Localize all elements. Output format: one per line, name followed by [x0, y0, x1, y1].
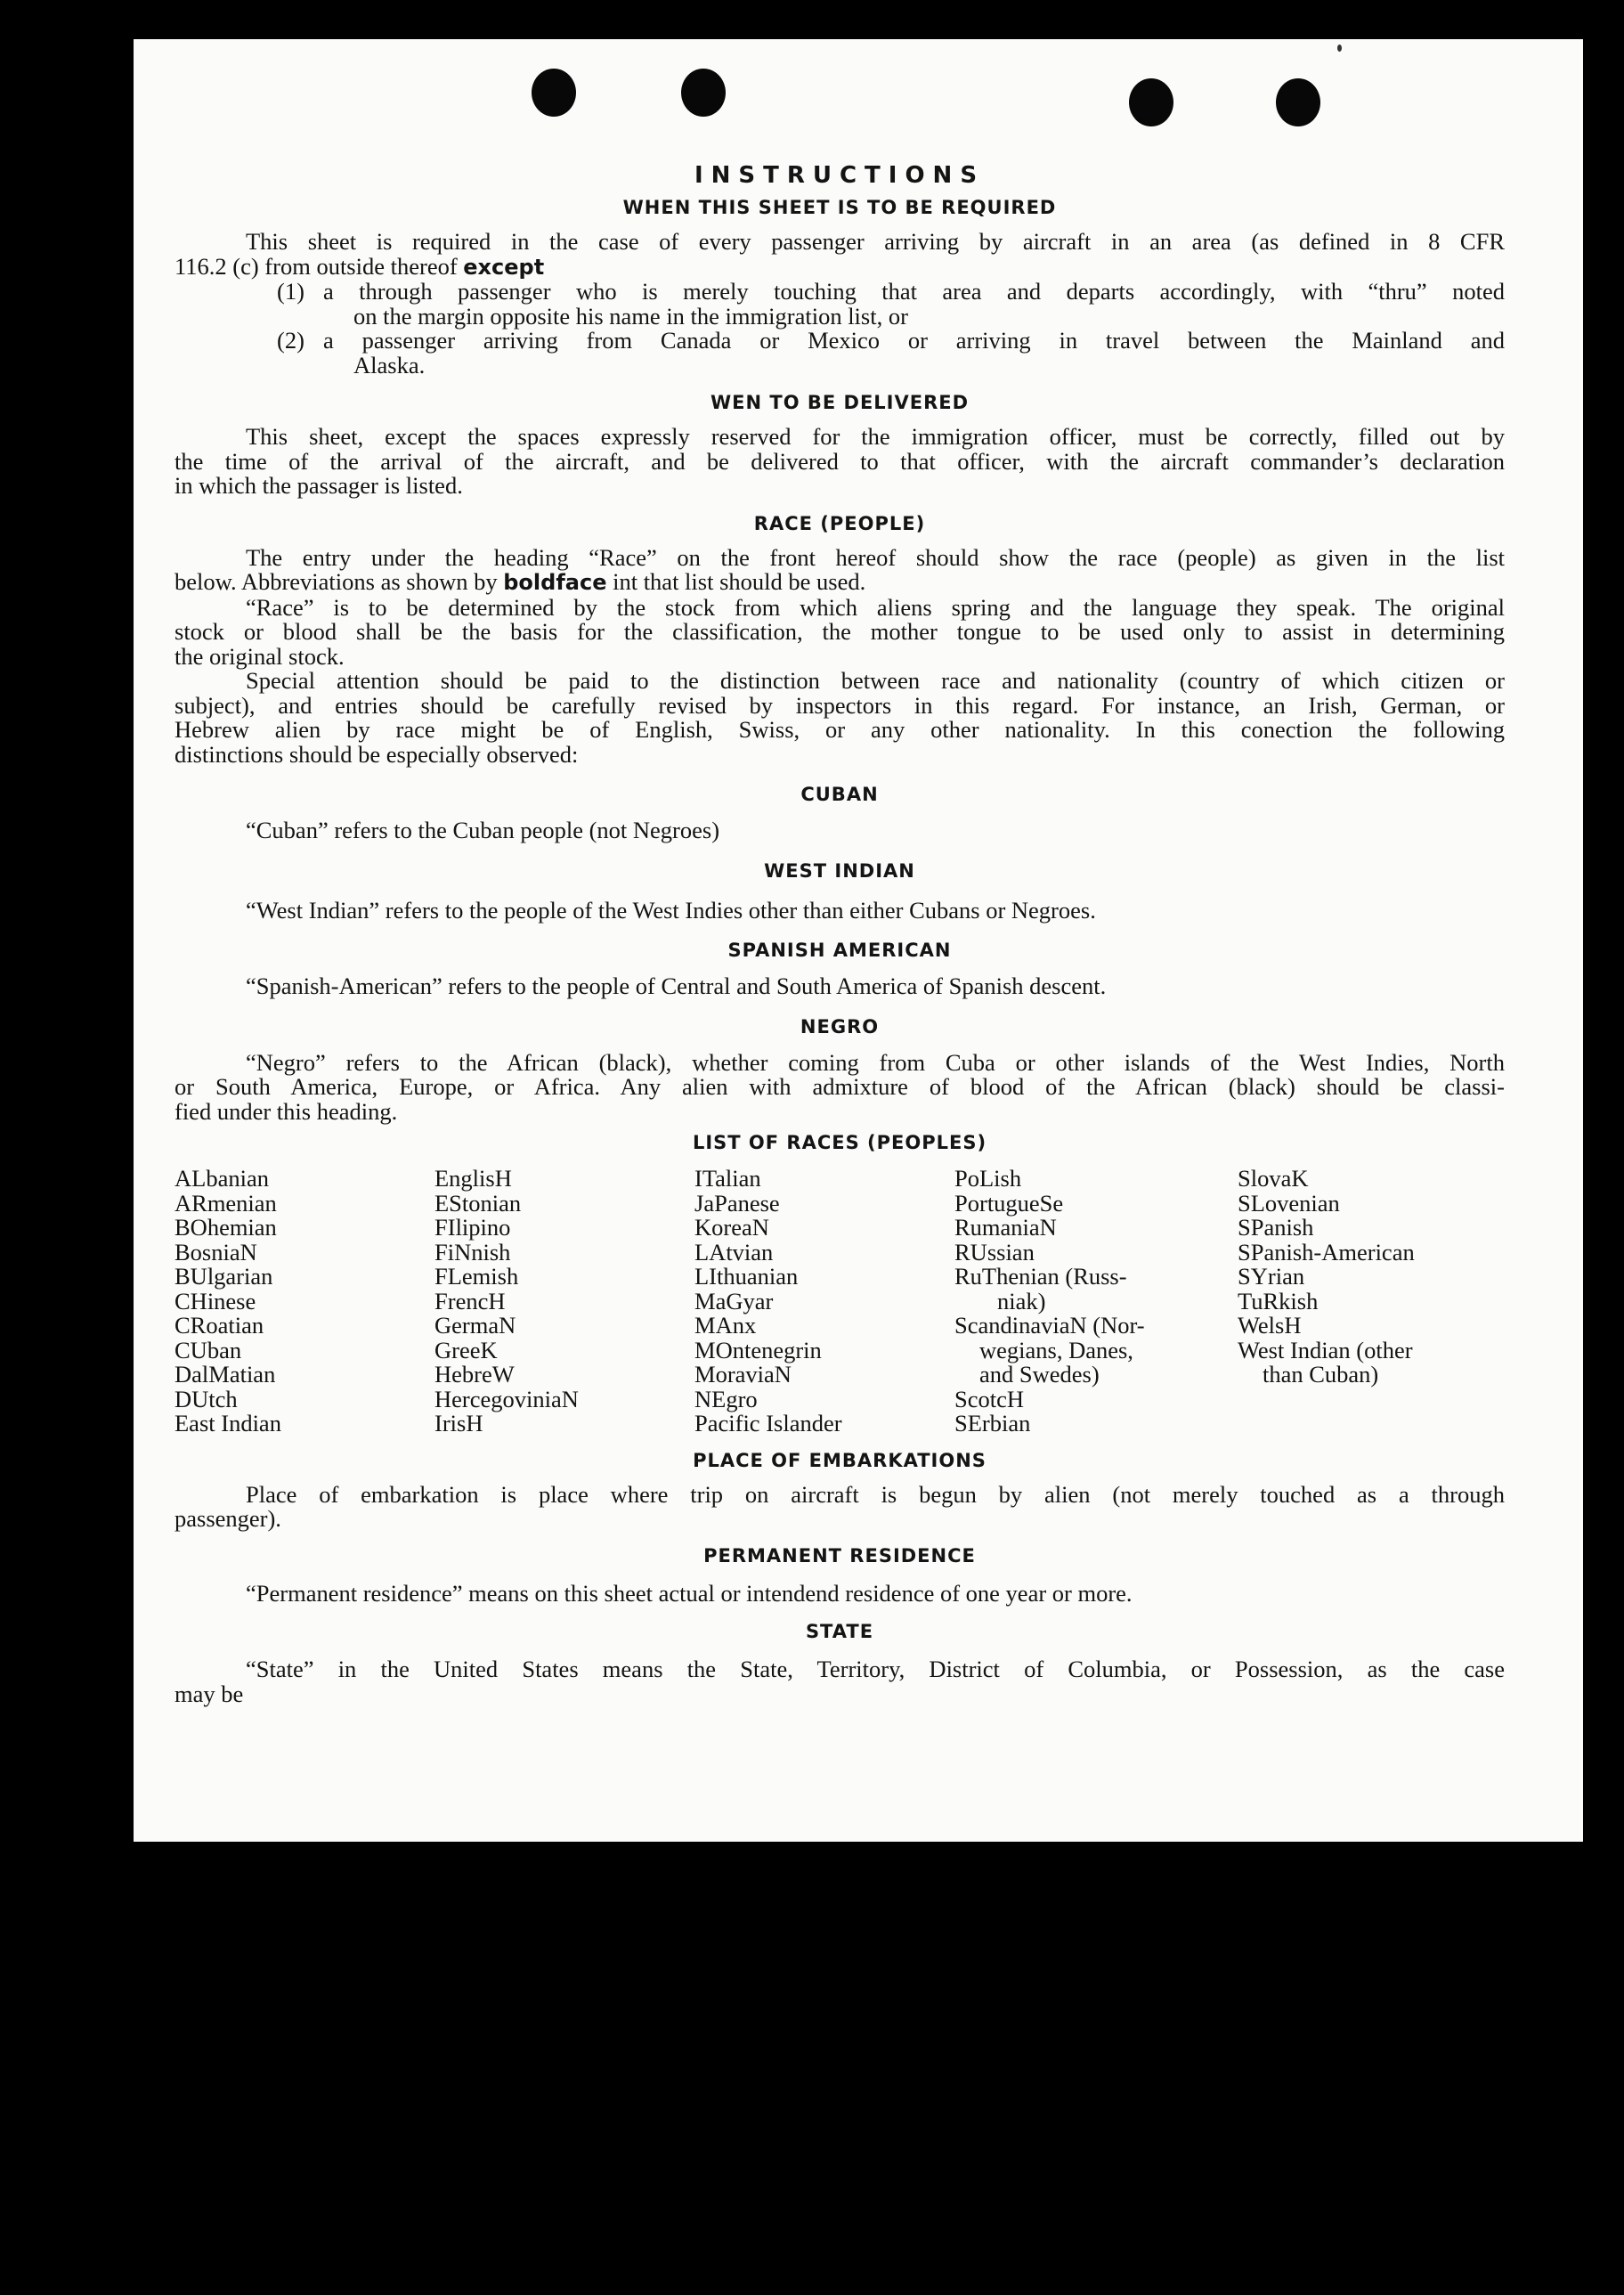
heading-race: RACE (PEOPLE) — [753, 512, 926, 534]
exception-item-1 — [277, 280, 1505, 329]
cuban-text: “Cuban” refers to the Cuban people (not Negroes) — [246, 817, 720, 843]
race-entry: ITalian — [694, 1165, 761, 1192]
item-line: a passenger arriving from Canada or Mexico or arriving in travel between the Mainland and — [323, 327, 1505, 354]
required-line: This sheet is required in the case of every passenger arriving by aircraft in an area (as defined in 8 CFR — [246, 228, 1505, 255]
delivered-line: This sheet, except the spaces expressly reserved for the immigration officer, must be correctly, filled out by — [246, 423, 1505, 450]
negro-line: “Negro” refers to the African (black), whether coming from Cuba or other islands of the West Indies, North — [246, 1048, 1505, 1076]
except-bold: except — [463, 254, 545, 280]
required-line — [175, 252, 1505, 281]
race-entry: ARmenian — [175, 1189, 277, 1217]
race-entry: East Indian — [175, 1410, 281, 1436]
race-line: stock or blood shall be the basis for the classification, the mother tongue to be used only to assist in determining — [175, 618, 1505, 645]
race-entry: SPanish — [1238, 1214, 1314, 1241]
punch-hole-3 — [1129, 78, 1173, 126]
delivered-line: the time of the arrival of the aircraft, and be delivered to that officer, with the aircraft commander’s declaration — [175, 447, 1505, 475]
race-entry: NEgro — [694, 1385, 758, 1412]
race-line: subject), and entries should be carefully revised by inspectors in this regard. For instance, an Irish, German, or — [175, 691, 1505, 719]
race-entry: ScotcH — [954, 1385, 1025, 1412]
race-line-text: int that list should be used. — [606, 568, 866, 595]
race-entry: CRoatian — [175, 1312, 264, 1339]
race-entry: FiNnish — [434, 1238, 511, 1266]
race-entry: HercegovinіaN — [434, 1385, 579, 1412]
heading-list-of-races: LIST OF RACES (PEOPLES) — [692, 1132, 987, 1153]
race-paragraph-1 — [175, 543, 1505, 596]
race-entry: LIthuanian — [694, 1263, 799, 1290]
race-entry: RuThenian (Russ- — [954, 1263, 1127, 1290]
negro-line: fied under this heading. — [175, 1097, 398, 1125]
race-entry: BosniaN — [175, 1238, 257, 1266]
heading-west-indian: WEST INDIAN — [764, 859, 915, 882]
ink-speck — [1337, 45, 1342, 52]
race-line: Special attention should be paid to the distinction between race and nationality (country of which citizen or — [246, 667, 1505, 694]
race-entry: MaGyar — [694, 1287, 774, 1314]
race-entry: SYrian — [1238, 1263, 1305, 1290]
page-title: INSTRUCTIONS — [694, 162, 986, 189]
item-line: a through passenger who is merely touching that area and departs accordingly, with “thru” noted — [323, 278, 1505, 305]
race-line — [175, 570, 1505, 596]
race-entry: niak) — [997, 1287, 1046, 1314]
race-entry: than Cuban) — [1263, 1361, 1379, 1388]
exception-item-2 — [277, 329, 1505, 378]
state-line: “State” in the United States means the State, Territory, District of Columbia, or Possession, as the case — [246, 1656, 1505, 1682]
race-entry: IrisH — [434, 1410, 483, 1436]
race-entry: WelsH — [1238, 1312, 1302, 1339]
races-column-1 — [175, 1167, 434, 1436]
race-entry: GermaN — [434, 1312, 516, 1339]
punch-hole-1 — [532, 69, 576, 117]
race-entry: MOntenegrin — [694, 1336, 822, 1363]
race-entry: RumaniaN — [954, 1214, 1057, 1241]
race-entry: FIlipino — [434, 1214, 511, 1241]
race-entry: HebreW — [434, 1361, 515, 1388]
item-line: on the margin opposite his name in the immigration list, or — [353, 302, 908, 330]
punch-hole-2 — [681, 69, 726, 117]
punch-hole-4 — [1276, 78, 1320, 126]
west-indian-text: “West Indian” refers to the people of the West Indies other than either Cubans or Negroes. — [246, 896, 1096, 924]
race-entry: TuRkish — [1238, 1287, 1319, 1314]
race-entry: FrencH — [434, 1287, 506, 1314]
negro-paragraph — [175, 1048, 1505, 1125]
heading-state: STATE — [805, 1621, 874, 1642]
race-entry: MAnx — [694, 1312, 757, 1339]
race-entry: Pacific Islander — [694, 1410, 842, 1436]
item-number: (2) — [277, 327, 304, 354]
race-entry: West Indian (other — [1238, 1336, 1413, 1363]
delivered-line: in which the passager is listed. — [175, 472, 463, 499]
residence-text: “Permanent residence” means on this sheet actual or intendend residence of one year or more. — [246, 1579, 1133, 1607]
negro-line: or South America, Europe, or Africa. Any alien with admixture of blood of the African (black) should be classi- — [175, 1073, 1505, 1100]
race-line: Hebrew alien by race might be of English, Swiss, or any other nationality. In this conection the following — [175, 716, 1505, 743]
heading-negro: NEGRO — [800, 1015, 880, 1038]
race-paragraph-2 — [175, 593, 1505, 670]
race-entry: ALbanian — [175, 1165, 269, 1192]
item-line: Alaska. — [353, 351, 426, 378]
heading-when-delivered: WEN TO BE DELIVERED — [710, 392, 970, 413]
required-paragraph — [175, 230, 1505, 280]
heading-spanish-american: SPANISH AMERICAN — [727, 940, 952, 961]
race-entry: RUssian — [954, 1238, 1035, 1266]
race-line-text: below. Abbreviations as shown by — [175, 568, 504, 595]
race-entry: FLemish — [434, 1263, 519, 1290]
race-entry: EStonian — [434, 1189, 522, 1217]
race-entry: MoraviaN — [694, 1361, 792, 1388]
race-entry: BUlgarian — [175, 1263, 273, 1290]
item-number: (1) — [277, 278, 304, 305]
race-entry: GreeK — [434, 1336, 498, 1363]
race-entry: SLovenian — [1238, 1189, 1340, 1217]
heading-permanent-residence: PERMANENT RESIDENCE — [703, 1544, 976, 1567]
required-line-text: 116.2 (c) from outside thereof — [175, 252, 464, 280]
heading-cuban: CUBAN — [800, 784, 879, 805]
document-page — [134, 39, 1583, 1842]
race-entry: DalMatian — [175, 1361, 276, 1388]
race-entry: PortugueSe — [954, 1189, 1064, 1217]
heading-when-required: WHEN THIS SHEET IS TO BE REQUIRED — [622, 197, 1057, 218]
race-entry: PoLish — [954, 1165, 1022, 1192]
race-line: “Race” is to be determined by the stock from which aliens spring and the language they speak. The original — [246, 593, 1505, 621]
state-line: may be — [175, 1680, 244, 1707]
race-entry: and Swedes) — [979, 1361, 1100, 1388]
boldface-bold: boldface — [503, 570, 607, 595]
race-entry: SPanish-American — [1238, 1238, 1415, 1266]
races-column-5 — [1238, 1167, 1496, 1436]
race-entry: SlovaK — [1238, 1165, 1309, 1192]
race-entry: DUtch — [175, 1385, 238, 1412]
race-entry: ScandinaviaN (Nor- — [954, 1312, 1145, 1339]
race-entry: KoreaN — [694, 1214, 769, 1241]
race-entry: BOhemian — [175, 1214, 277, 1241]
races-column-3 — [694, 1167, 954, 1436]
embarkation-paragraph — [175, 1480, 1505, 1532]
races-table — [175, 1167, 1505, 1436]
race-entry: CHinese — [175, 1287, 256, 1314]
delivered-paragraph — [175, 425, 1505, 499]
race-entry: EnglisH — [434, 1165, 512, 1192]
race-line: distinctions should be especially observed: — [175, 740, 579, 768]
state-paragraph — [175, 1657, 1505, 1706]
embarkation-line: Place of embarkation is place where trip on aircraft is begun by alien (not merely touched as a through — [246, 1480, 1505, 1508]
race-entry: CUban — [175, 1336, 242, 1363]
race-entry: wegians, Danes, — [979, 1336, 1133, 1363]
race-line: The entry under the heading “Race” on the front hereof should show the race (people) as given in the list — [246, 543, 1505, 571]
race-entry: SErbian — [954, 1410, 1031, 1436]
spanish-american-text: “Spanish-American” refers to the people of Central and South America of Spanish descent. — [246, 973, 1107, 999]
race-line: the original stock. — [175, 642, 345, 670]
instructions-body — [175, 164, 1505, 1706]
race-paragraph-3 — [175, 669, 1505, 767]
heading-place-of-embarkation: PLACE OF EMBARKATIONS — [693, 1449, 987, 1471]
race-entry: JaPanese — [694, 1189, 780, 1217]
races-column-2 — [434, 1167, 694, 1436]
embarkation-line: passenger). — [175, 1505, 281, 1532]
race-entry: LAtvian — [694, 1238, 774, 1266]
races-column-4 — [954, 1167, 1238, 1436]
